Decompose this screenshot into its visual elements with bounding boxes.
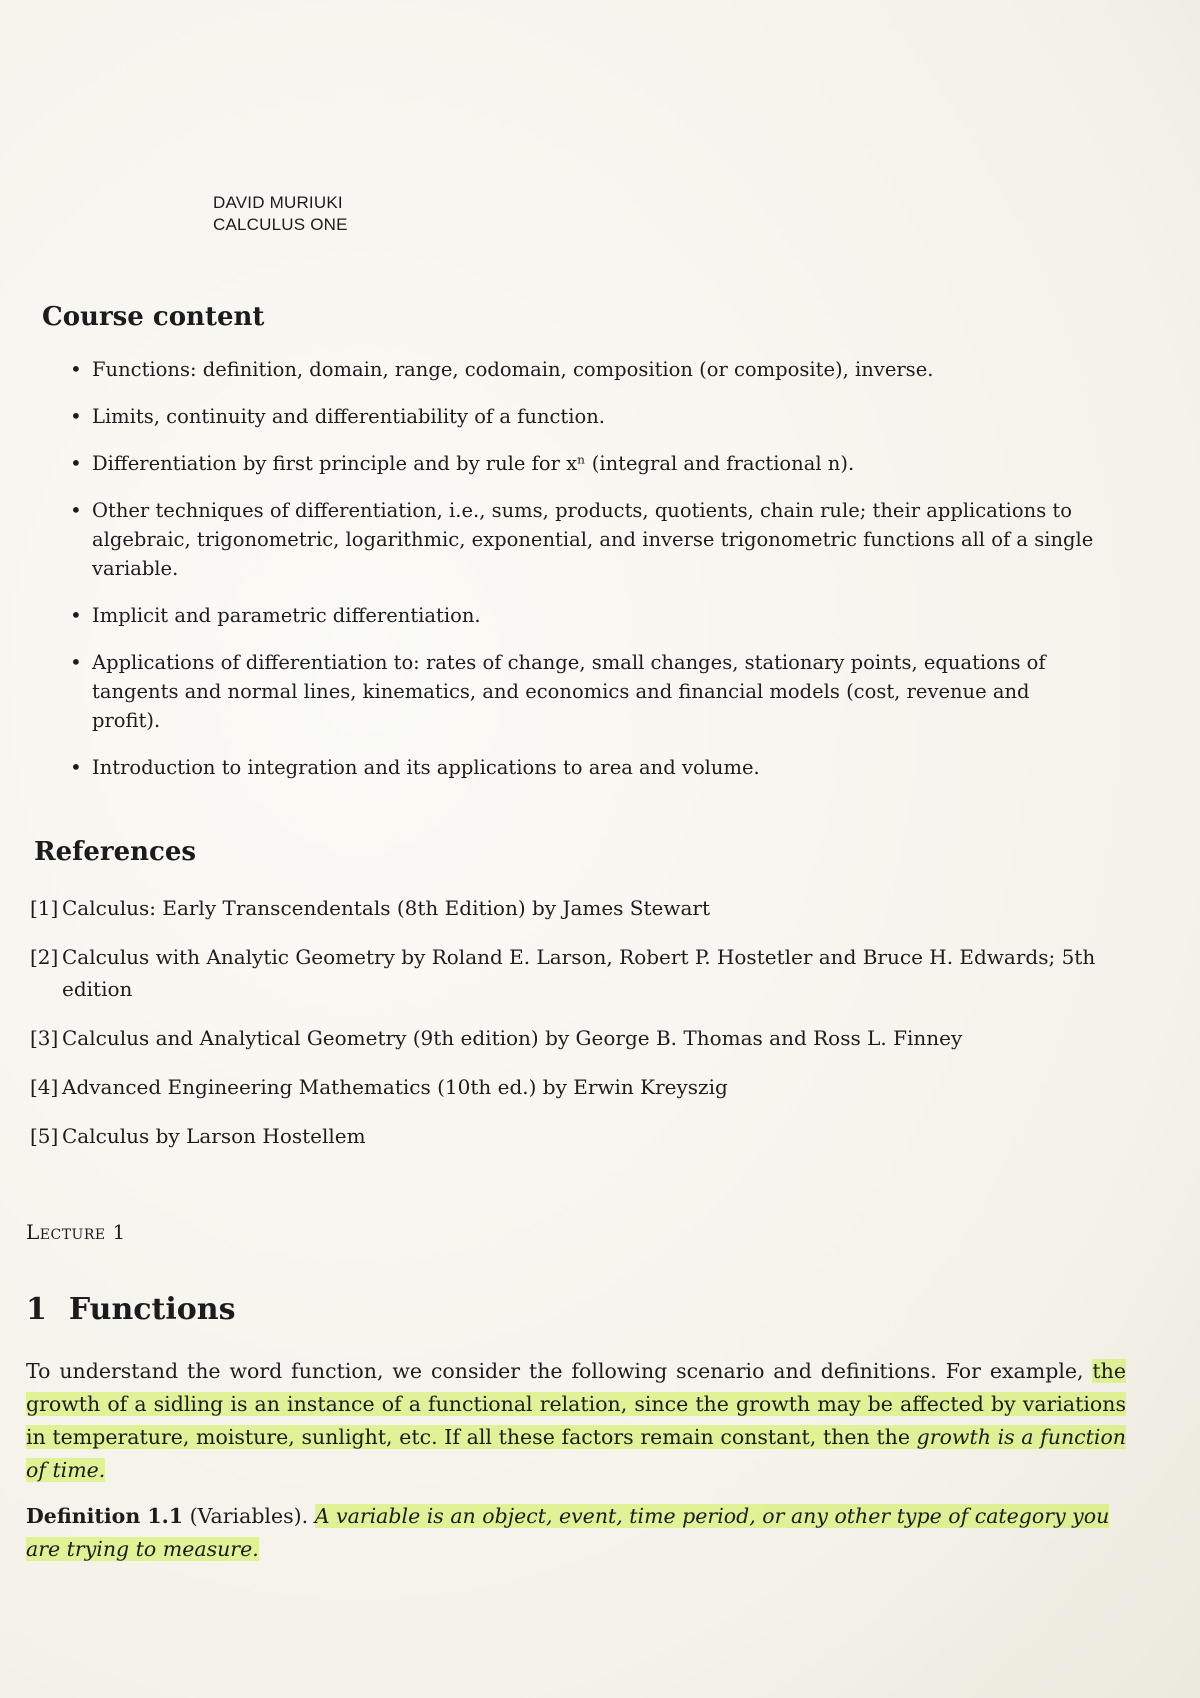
section-number: 1 — [26, 1292, 47, 1327]
list-item: • Applications of differentiation to: rates of change, small changes, stationary points, equations of tangents and normal lines, kinematics, and economics and financial models (cost, revenue and profit). — [70, 648, 1100, 735]
reference-text: Calculus with Analytic Geometry by Roland E. Larson, Robert P. Hostetler and Bruce H. Edwards; 5th edition — [62, 945, 1096, 1001]
course-name: CALCULUS ONE — [213, 215, 348, 234]
reference-number: [2] — [30, 945, 59, 969]
reference-item — [30, 1120, 1110, 1152]
reference-number: [4] — [30, 1075, 59, 1099]
references-heading: References — [34, 837, 197, 867]
section-title: Functions — [68, 1292, 236, 1327]
reference-item — [30, 892, 1110, 924]
definition-block — [26, 1500, 1126, 1566]
list-item: • Functions: definition, domain, range, codomain, composition (or composite), inverse. — [70, 355, 1100, 384]
reference-number: [1] — [30, 896, 59, 920]
course-content-heading: Course content — [42, 302, 265, 332]
definition-body: A variable is an object, event, time period, or any other type of category you are trying to measure. — [26, 1504, 1110, 1561]
reference-number: [3] — [30, 1026, 59, 1050]
definition-title: Definition 1.1 — [26, 1504, 184, 1528]
reference-text: Calculus by Larson Hostellem — [62, 1124, 366, 1148]
reference-number: [5] — [30, 1124, 59, 1148]
course-content-list — [70, 355, 1100, 800]
intro-paragraph — [26, 1355, 1126, 1487]
highlighted-text: the growth of a sidling is an instance of a functional relation, since the growth may be affected by variations in temperature, moisture, sunlight, etc. If all these factors remain constant, then the — [26, 1359, 1126, 1449]
reference-text: Advanced Engineering Mathematics (10th ed.) by Erwin Kreyszig — [62, 1075, 728, 1099]
definition-label: (Variables). — [189, 1504, 309, 1528]
reference-item — [30, 1071, 1110, 1103]
lecture-label: Lecture 1 — [26, 1220, 126, 1244]
section-heading — [26, 1292, 236, 1327]
references-list — [30, 892, 1110, 1169]
reference-text: Calculus and Analytical Geometry (9th edition) by George B. Thomas and Ross L. Finney — [62, 1026, 963, 1050]
list-item: • Introduction to integration and its applications to area and volume. — [70, 753, 1100, 782]
author-name: DAVID MURIUKI — [213, 193, 343, 212]
list-item: • Limits, continuity and differentiability of a function. — [70, 402, 1100, 431]
list-item: • Differentiation by first principle and by rule for xⁿ (integral and fractional n). — [70, 449, 1100, 478]
intro-text: To understand the word function, we consider the following scenario and definitions. For example, — [26, 1359, 1093, 1383]
author-block — [213, 192, 348, 236]
reference-item — [30, 1022, 1110, 1054]
highlighted-emphasis: growth is a function of time. — [26, 1425, 1127, 1482]
list-item: • Implicit and parametric differentiation. — [70, 601, 1100, 630]
reference-item — [30, 941, 1110, 1005]
list-item: • Other techniques of differentiation, i.e., sums, products, quotients, chain rule; their applications to algebraic, trigonometric, logarithmic, exponential, and inverse trigonometric functions all of a single variable. — [70, 496, 1100, 583]
reference-text: Calculus: Early Transcendentals (8th Edition) by James Stewart — [62, 896, 711, 920]
